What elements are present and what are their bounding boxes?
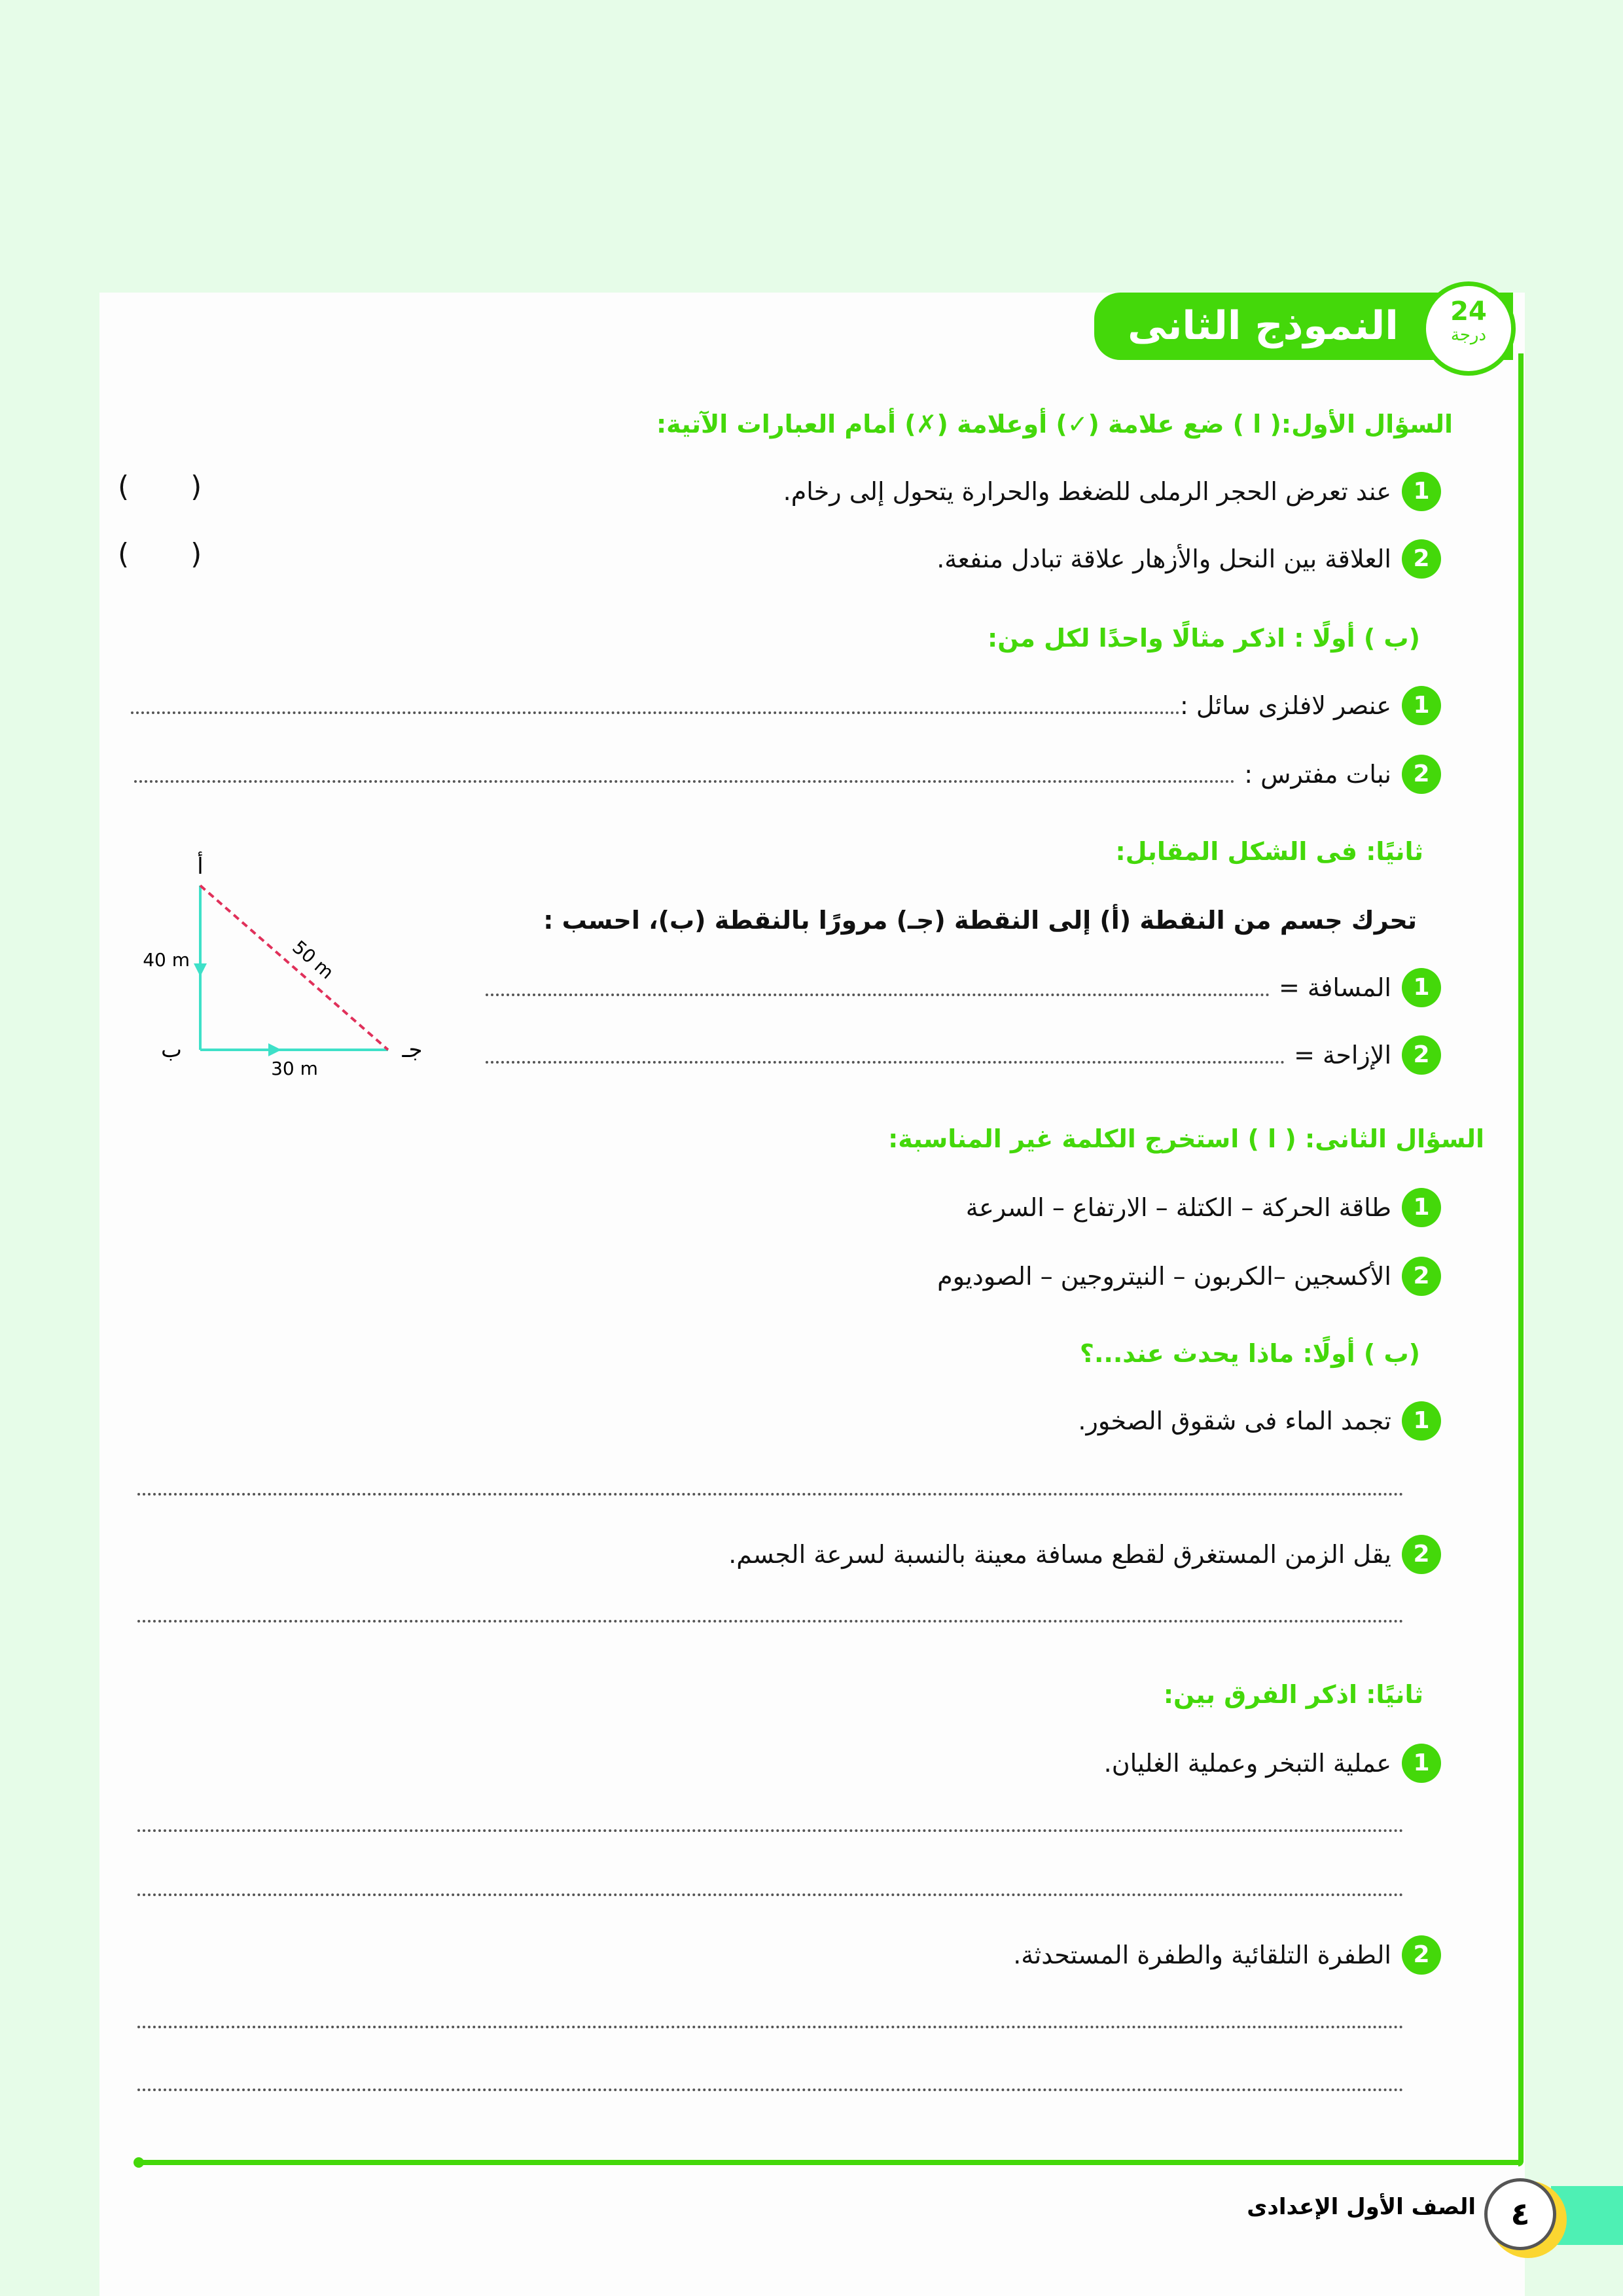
exam-title: النموذج الثانى	[1128, 303, 1399, 349]
number-badge: 2	[1402, 1935, 1441, 1975]
displacement-line	[200, 886, 388, 1050]
answer-box[interactable]: ( )	[118, 537, 228, 571]
problem-statement	[543, 899, 1417, 941]
list-item	[728, 1534, 1441, 1575]
frame-dot	[134, 2157, 144, 2168]
answer-line[interactable]	[137, 2026, 1404, 2028]
item-text: يقل الزمن المستغرق لقطع مسافة معينة بالنسبة لسرعة الجسم.	[728, 1540, 1391, 1569]
q2-b-title	[1080, 1333, 1420, 1374]
list-item	[486, 1034, 1441, 1076]
q1-title	[656, 403, 1453, 445]
item-text: الأكسجين –الكربون – النيتروجين – الصوديوم	[937, 1262, 1391, 1291]
answer-line[interactable]	[137, 1893, 1404, 1896]
answer-line[interactable]	[134, 780, 1235, 783]
item-text: عملية التبخر وعملية الغليان.	[1103, 1749, 1391, 1778]
arrow-down-icon	[194, 963, 207, 977]
number-badge: 2	[1402, 539, 1441, 579]
item-text: المسافة =	[1278, 973, 1391, 1002]
grade-label: الصف الأول الإعدادى	[1247, 2194, 1476, 2220]
item-text: العلاقة بين النحل والأزهار علاقة تبادل منفعة.	[936, 545, 1391, 573]
q1-b-title-text: (ب ) أولًا : اذكر مثالًا واحدًا لكل من:	[988, 624, 1420, 653]
q1-b-title	[988, 617, 1420, 659]
list-item	[936, 538, 1441, 580]
page-number: ٤	[1484, 2178, 1556, 2250]
q1-title-text: السؤال الأول:( ا ) ضع علامة (✓) أوعلامة (✗) أمام العبارات الآتية:	[656, 410, 1453, 439]
list-item	[966, 1187, 1441, 1229]
answer-line[interactable]	[486, 1061, 1285, 1064]
item-text: تجمد الماء فى شقوق الصخور.	[1078, 1407, 1391, 1435]
score-badge	[1421, 281, 1516, 376]
q2-title	[888, 1118, 1484, 1160]
label-c: جـ	[402, 1037, 423, 1063]
q2-second-title	[1164, 1674, 1423, 1715]
number-badge: 2	[1402, 1535, 1441, 1574]
frame-border-right	[1518, 353, 1524, 2166]
answer-line[interactable]	[137, 1493, 1404, 1496]
statement-text: تحرك جسم من النقطة (أ) إلى النقطة (جـ) مرورًا بالنقطة (ب)، احسب :	[543, 906, 1417, 935]
q1-second-title	[1115, 831, 1423, 872]
list-item	[937, 1255, 1441, 1297]
label-a: أ	[197, 853, 204, 880]
answer-line[interactable]	[137, 1829, 1404, 1832]
footer-tab	[1551, 2186, 1623, 2245]
answer-line[interactable]	[137, 1620, 1404, 1623]
number-badge: 1	[1402, 1744, 1441, 1783]
number-badge: 2	[1402, 1257, 1441, 1296]
number-badge: 1	[1402, 686, 1441, 725]
list-item	[131, 685, 1441, 726]
number-badge: 1	[1402, 1401, 1441, 1441]
number-badge: 1	[1402, 1188, 1441, 1227]
number-badge: 1	[1402, 968, 1441, 1007]
list-item	[134, 753, 1441, 795]
q1-second-title-text: ثانيًا: فى الشكل المقابل:	[1115, 837, 1423, 866]
answer-box[interactable]: ( )	[118, 470, 228, 503]
list-item	[486, 967, 1441, 1009]
item-text: طاقة الحركة – الكتلة – الارتفاع – السرعة	[965, 1193, 1391, 1222]
score-value: 24	[1450, 296, 1487, 327]
item-text: عند تعرض الحجر الرملى للضغط والحرارة يتحول إلى رخام.	[783, 477, 1391, 506]
frame-border-bottom	[139, 2160, 1524, 2165]
number-badge: 2	[1402, 755, 1441, 794]
list-item	[1104, 1742, 1441, 1784]
number-badge: 1	[1402, 472, 1441, 511]
label-bc: 30 m	[271, 1058, 318, 1079]
list-item	[783, 471, 1441, 512]
triangle-diagram	[131, 838, 458, 1100]
q2-second-title-text: ثانيًا: اذكر الفرق بين:	[1163, 1680, 1423, 1709]
number-badge: 2	[1402, 1035, 1441, 1075]
list-item	[1013, 1934, 1441, 1976]
answer-line[interactable]	[486, 994, 1270, 996]
item-text: نبات مفترس :	[1244, 760, 1391, 789]
item-text: الطفرة التلقائية والطفرة المستحدثة.	[1013, 1941, 1391, 1969]
label-ac: 50 m	[288, 936, 338, 984]
answer-line[interactable]	[137, 2089, 1404, 2091]
list-item	[1078, 1400, 1441, 1442]
score-unit: درجة	[1450, 325, 1487, 345]
arrow-right-icon	[268, 1043, 281, 1056]
answer-line[interactable]	[131, 711, 1180, 714]
label-ab: 40 m	[143, 949, 190, 971]
item-text: عنصر لافلزى سائل :	[1180, 691, 1391, 720]
label-b: ب	[160, 1037, 183, 1063]
item-text: الإزاحة =	[1294, 1041, 1391, 1069]
q2-b-title-text: (ب ) أولًا: ماذا يحدث عند...؟	[1079, 1339, 1420, 1368]
q2-title-text: السؤال الثانى: ( ا ) استخرج الكلمة غير المناسبة:	[888, 1124, 1484, 1153]
